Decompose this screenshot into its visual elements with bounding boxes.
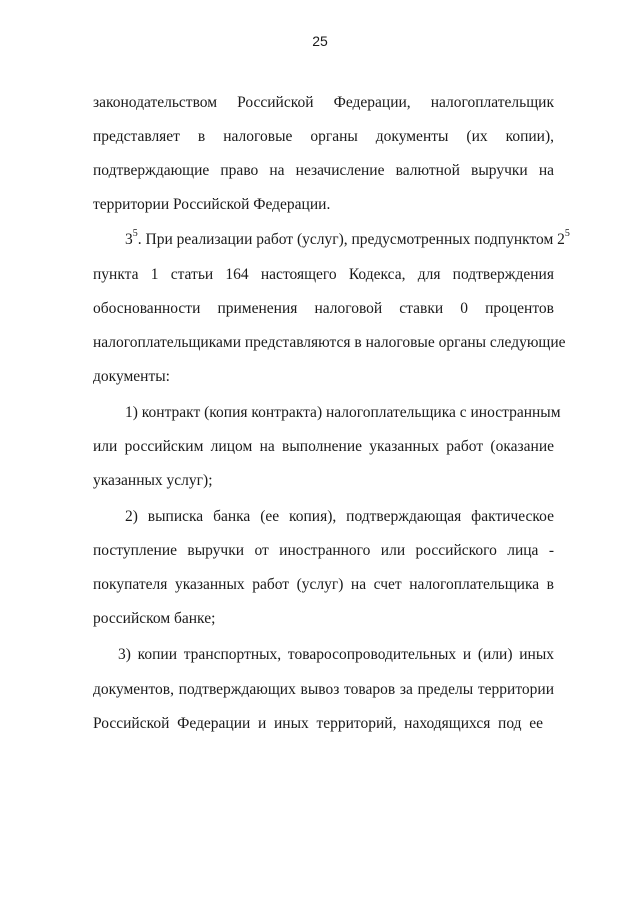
paragraph-2-line-2: пункта 1 статьи 164 настоящего Кодекса, для подтверждения (93, 266, 554, 283)
paragraph-3-line-3: указанных услуг); (93, 472, 213, 489)
paragraph-5-line-3: Российской Федерации и иных территорий, находящихся под ее (93, 715, 543, 732)
paragraph-2-line-1 (125, 227, 570, 250)
paragraph-2-line-5: документы: (93, 368, 170, 385)
paragraph-2-line-4: налогоплательщиками представляются в налоговые органы следующие (93, 334, 566, 351)
paragraph-1-line-3: подтверждающие право на незачисление валютной выручки на (93, 162, 554, 179)
paragraph-1-line-1: законодательством Российской Федерации, налогоплательщик (93, 94, 554, 111)
page-number: 25 (312, 33, 328, 49)
paragraph-2-line-1-text: . При реализации работ (услуг), предусмотренных подпунктом 2 (137, 231, 565, 248)
paragraph-1-line-2: представляет в налоговые органы документы (их копии), (93, 128, 554, 145)
item-number-superscript: 5 (132, 227, 138, 239)
paragraph-4-line-1: 2) выписка банка (ее копия), подтверждающая фактическое (125, 508, 554, 525)
paragraph-5-line-2: документов, подтверждающих вывоз товаров за пределы территории (93, 681, 554, 698)
paragraph-4-line-3: покупателя указанных работ (услуг) на счет налогоплательщика в (93, 576, 554, 593)
paragraph-1-line-4: территории Российской Федерации. (93, 196, 331, 213)
item-number: 3 (125, 231, 133, 248)
paragraph-5-line-1: 3) копии транспортных, товаросопроводительных и (или) иных (118, 646, 554, 663)
paragraph-4-line-4: российском банке; (93, 610, 216, 627)
subparagraph-superscript: 5 (564, 227, 570, 239)
paragraph-3-line-2: или российским лицом на выполнение указанных работ (оказание (93, 438, 554, 455)
paragraph-3-line-1: 1) контракт (копия контракта) налогоплательщика с иностранным (125, 404, 561, 421)
paragraph-4-line-2: поступление выручки от иностранного или российского лица - (93, 542, 554, 559)
paragraph-2-line-3: обоснованности применения налоговой ставки 0 процентов (93, 300, 554, 317)
